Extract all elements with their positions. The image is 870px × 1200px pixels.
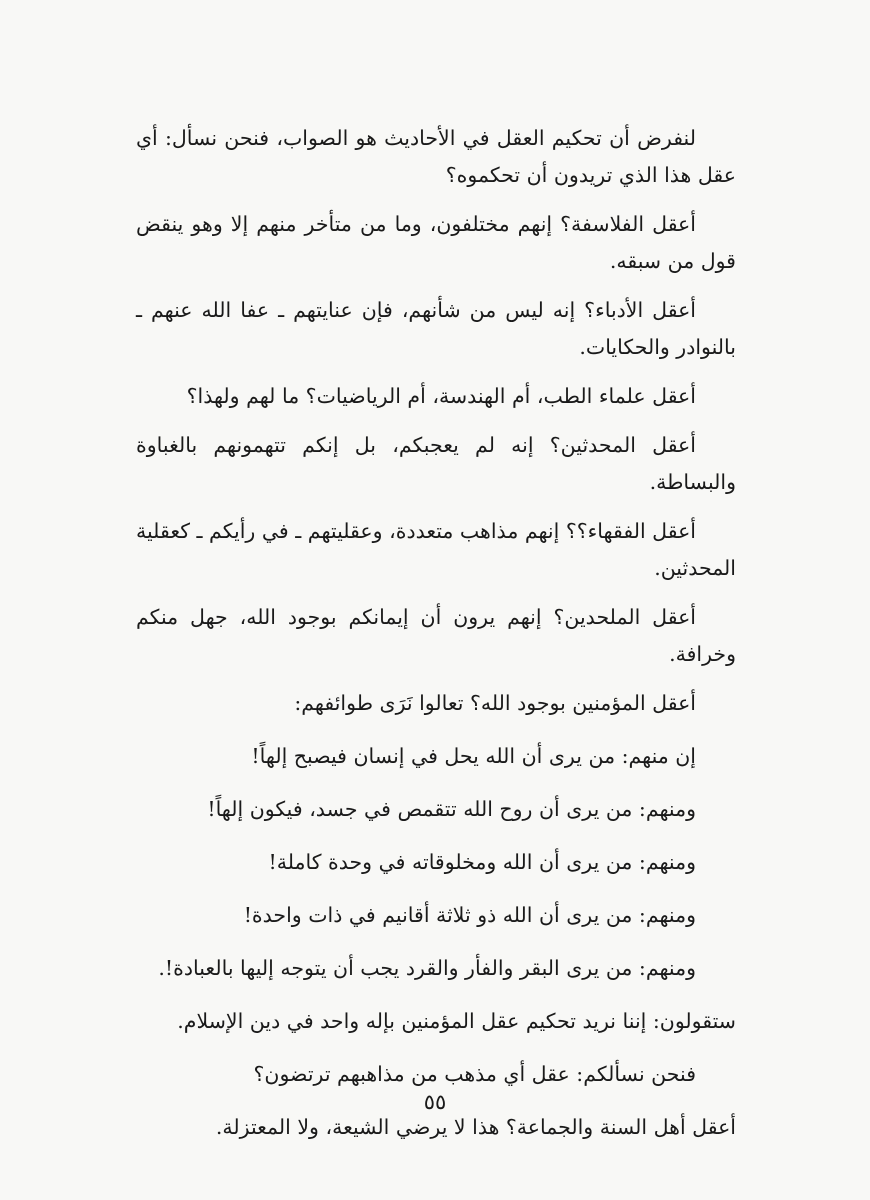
list-line: أعقل أهل السنة والجماعة؟ هذا لا يرضي الشيعة، ولا المعتزلة. (215, 1115, 736, 1139)
paragraph: أعقل المحدثين؟ إنه لم يعجبكم، بل إنكم تتهمونهم بالغباوة والبساطة. (136, 433, 736, 494)
page-number: ٥٥ (423, 1090, 447, 1114)
list-line: فنحن نسألكم: عقل أي مذهب من مذاهبهم ترتضون؟ (253, 1062, 696, 1086)
paragraph: أعقل علماء الطب، أم الهندسة، أم الرياضيات؟ ما لهم ولهذا؟ (186, 384, 696, 408)
list-line: ومنهم: من يرى أن الله ومخلوقاته في وحدة كاملة! (268, 850, 696, 874)
list-line: ومنهم: من يرى أن روح الله تتقمص في جسد، فيكون إلهاً! (207, 797, 696, 821)
list-line: إن منهم: من يرى أن الله يحل في إنسان فيصبح إلهاً! (251, 744, 696, 768)
paragraph: أعقل المؤمنين بوجود الله؟ تعالوا نَرَى طوائفهم: (294, 691, 696, 715)
paragraph: أعقل الفلاسفة؟ إنهم مختلفون، وما من متأخر منهم إلا وهو ينقض قول من سبقه. (136, 212, 736, 273)
list-line: ومنهم: من يرى أن الله ذو ثلاثة أقانيم في ذات واحدة! (243, 903, 696, 927)
paragraph: أعقل الأدباء؟ إنه ليس من شأنهم، فإن عنايتهم ـ عفا الله عنهم ـ بالنوادر والحكايات. (136, 298, 736, 359)
paragraph: لنفرض أن تحكيم العقل في الأحاديث هو الصواب، فنحن نسأل: أي عقل هذا الذي تريدون أن تحكموه؟ (136, 126, 736, 187)
list-line: ومنهم: من يرى البقر والفأر والقرد يجب أن يتوجه إليها بالعبادة!. (158, 956, 696, 980)
page-body-text (136, 120, 736, 1146)
paragraph: أعقل الفقهاء؟؟ إنهم مذاهب متعددة، وعقليتهم ـ في رأيكم ـ كعقلية المحدثين. (136, 519, 736, 580)
paragraph: أعقل الملحدين؟ إنهم يرون أن إيمانكم بوجود الله، جهل منكم وخرافة. (136, 605, 736, 666)
paragraph: ستقولون: إننا نريد تحكيم عقل المؤمنين بإله واحد في دين الإسلام. (177, 1009, 736, 1033)
